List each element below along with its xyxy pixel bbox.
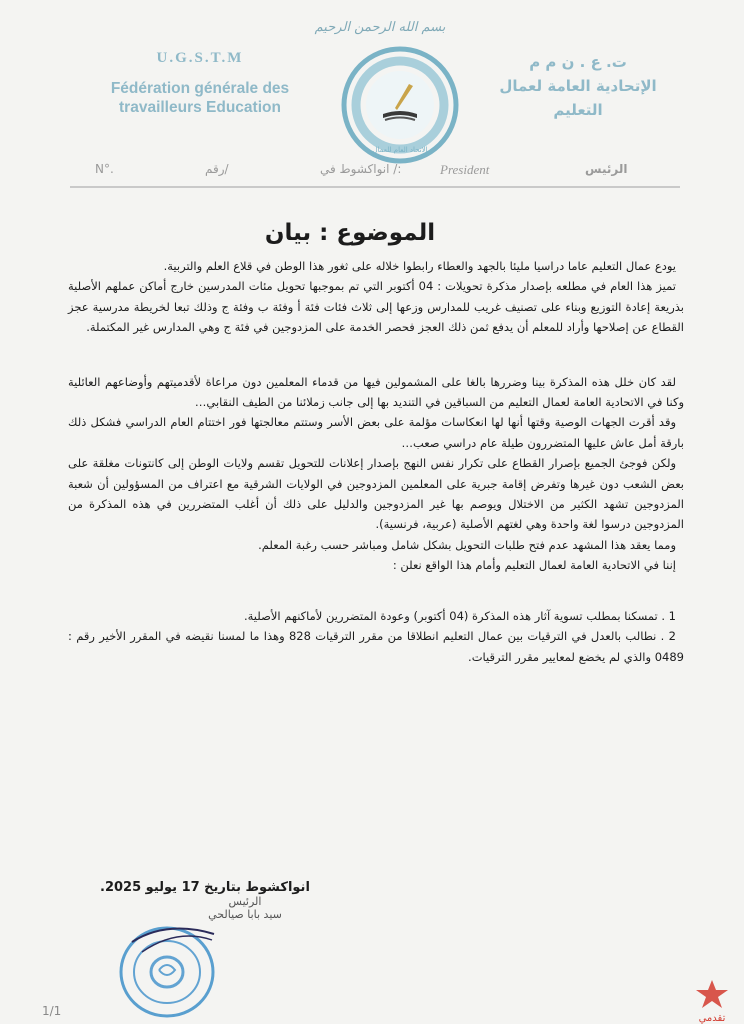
- ref-city-date-label: انواكشوط في /:: [320, 162, 402, 176]
- page-number: 1/1: [42, 1004, 62, 1018]
- reference-row: [95, 158, 640, 182]
- signature-block: [100, 880, 320, 921]
- demand-item-2: 2 . نطالب بالعدل في الترقيات بين عمال التعليم انطلاقا من مقرر الترقيات 828 وهذا ما لمسنا نقيضه في المقرر الأخير رقم : 0489 والذي لم يخضع لمعايير مقرر الترقيات.: [68, 629, 684, 664]
- signature-date: انواكشوط بتاريخ 17 يوليو 2025.: [100, 880, 310, 895]
- paragraph-acknowledgement: وقد أقرت الجهات الوصية وقتها أنها لها انعكاسات مؤلمة على بعض الأسر وستتم معالجتها فور اختتام العام الدراسي فشكل ذلك بارقة أمل عاش عليها المتضررون طيلة عام دراسي صعب…: [68, 415, 684, 450]
- letterhead-arabic: [478, 50, 678, 122]
- header-divider: [70, 186, 680, 188]
- ref-raqm-label: رقم/: [205, 162, 229, 176]
- subject-heading: الموضوع : بيان: [264, 220, 436, 246]
- statement-body: [68, 256, 684, 667]
- paragraph-declaration: إننا في الاتحادية العامة لعمال التعليم وأمام هذا الواقع نعلن :: [392, 558, 676, 573]
- watermark-text: تقدمي: [698, 1013, 726, 1024]
- acronym-arabic: ت. ع . ن م م: [529, 53, 627, 71]
- paragraph-memo: تميز هذا العام في مطلعه بإصدار مذكرة تحويلات : 04 أكتوبر التي تم بموجبها تحويل مئات المدرسين خارج أماكن عملهم الأصلية بذريعة إعادة التوزيع وبناء على تصنيف غريب للمدارس وزعها إلى ثلاث فئات فئة أ وفئة ب وفئة ج وذلك تبعا لخريطة مدرسية عجز القطاع عن إصلاحها وأراد للمعلم أن يدفع ثمن ذلك العجز فحصر الخدمة على المزدوجين في فئة ج وهي المدارس غير المكتملة.: [68, 279, 684, 335]
- letterhead-french: [70, 50, 330, 117]
- watermark-logo: [692, 978, 732, 1024]
- acronym-french: U.G.S.T.M: [156, 50, 244, 66]
- basmala: بسم الله الرحمن الرحيم: [314, 20, 446, 35]
- demand-item-1: 1 . تمسكنا بمطلب تسوية آثار هذه المذكرة (04 أكتوبر) وعودة المتضررين لأماكنهم الأصلية.: [243, 608, 676, 623]
- federation-name-arabic: الإتحادية العامة لعمال التعليم: [499, 77, 657, 119]
- paragraph-complication: ومما يعقد هذا المشهد عدم فتح طلبات التحويل بشكل شامل ومباشر حسب رغبة المعلم.: [258, 537, 676, 552]
- ref-number-label: N°.: [95, 162, 114, 176]
- president-label-arabic: الرئيس: [585, 162, 628, 176]
- paragraph-intro: يودع عمال التعليم عاما دراسيا مليئا بالجهد والعطاء رابطوا خلاله على ثغور هذا الوطن في قلاع العلم والتربية.: [163, 259, 676, 273]
- president-label-french: President: [440, 162, 490, 177]
- federation-logo: [325, 40, 475, 170]
- paragraph-surprise: ولكن فوجئ الجميع بإصرار القطاع على تكرار نفس النهج بإصدار إعلانات للتحويل تقسم ولايات الوطن إلى كانتونات مغلقة على بعض الشعب دون غيرها وتفرض إقامة جبرية على المعلمين المزدوجين في الولايات الشرقية مع اعتراف من المسؤولين أن شعبة المزدوجين تشهد الكثير من الاختلال ويوصم بها غير المزدوجين والدليل على ذلك أن أغلب المتضررين في هذه المذكرة من المزدوجين درسوا لغة واحدة وهي لغتهم الأصلية (عربية، فرنسية).: [68, 456, 684, 532]
- logo-text: الاتحاد العام للعمال: [372, 146, 428, 154]
- official-stamp: [112, 922, 222, 1020]
- paragraph-harm: لقد كان خلل هذه المذكرة بينا وضررها بالغا على المشمولين فيها من قدماء المعلمين دون مراعاة لأقدميتهم وأوضاعهم العائلية وكنا في الاتحادية العامة لعمال التعليم من السباقين في التنديد بها إلى جانب زملائنا من الطيف النقابي…: [68, 374, 684, 410]
- federation-name-french: Fédération générale des travailleurs Education: [110, 80, 290, 116]
- signature-role: الرئيس: [228, 895, 262, 908]
- signature-name: سيد بابا صيالحي: [208, 908, 282, 921]
